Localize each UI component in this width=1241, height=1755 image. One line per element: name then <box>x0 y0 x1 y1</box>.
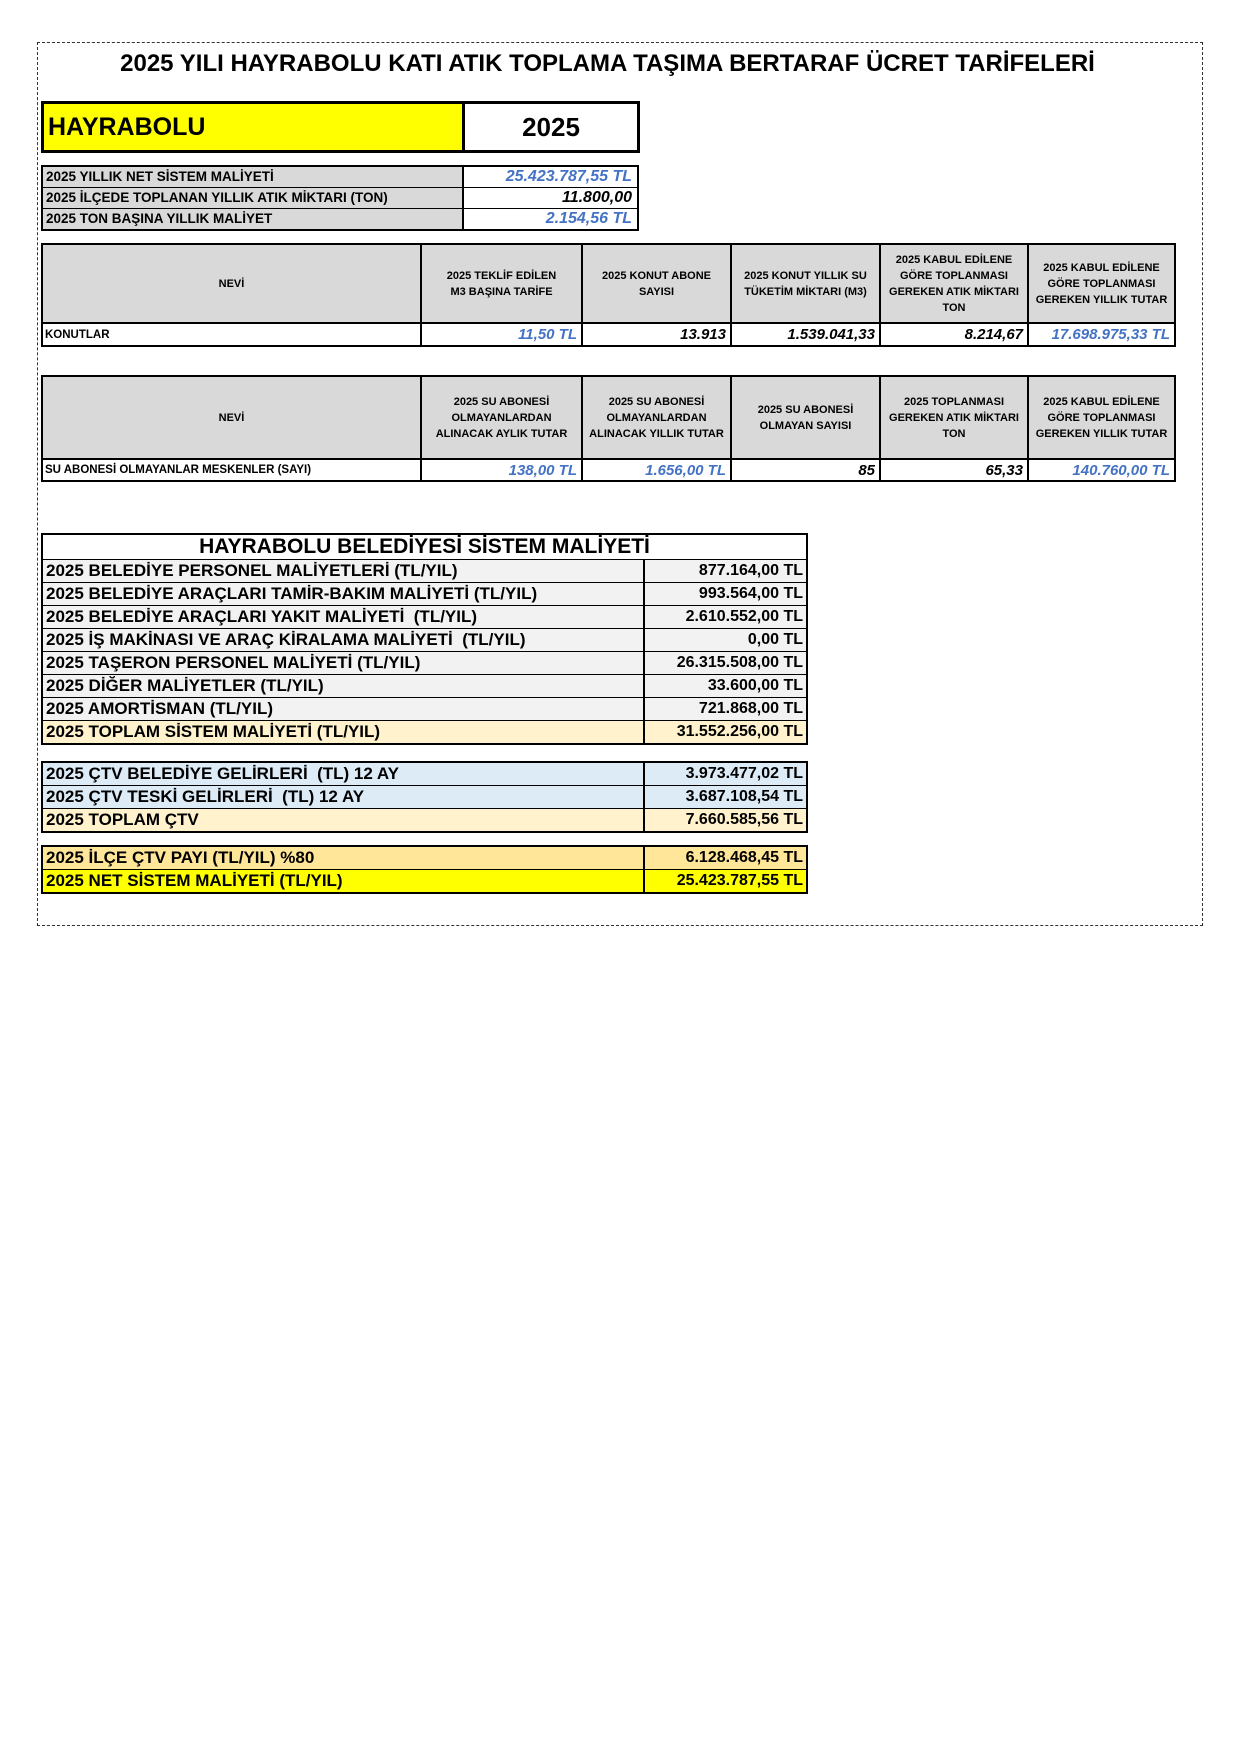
column-header-line: 2025 KABUL EDİLENE <box>895 253 1013 266</box>
summary-label: 2025 İLÇEDE TOPLANAN YILLIK ATIK MİKTARI (TON) <box>42 188 463 209</box>
column-header-line: M3 BAŞINA TARİFE <box>450 285 553 298</box>
net-system-cost-row <box>42 870 807 894</box>
table-cell-type: KONUTLAR <box>42 323 421 346</box>
cost-value: 877.164,00 TL <box>644 560 807 583</box>
column-header-line: ALINACAK AYLIK TUTAR <box>435 427 568 440</box>
page-title: 2025 YILI HAYRABOLU KATI ATIK TOPLAMA TAŞIMA BERTARAF ÜCRET TARİFELERİ <box>120 50 1095 77</box>
summary-table <box>41 165 639 231</box>
column-header-line: GÖRE TOPLANMASI <box>1047 277 1156 290</box>
column-header-line: 2025 SU ABONESİ <box>608 395 705 408</box>
table-row <box>42 459 1175 481</box>
column-header-line: GÖRE TOPLANMASI <box>1047 411 1156 424</box>
column-header-line: NEVİ <box>218 411 245 424</box>
system-cost-table <box>41 533 808 745</box>
non-subscriber-tariff-table <box>41 375 1176 482</box>
ctv-value: 3.687.108,54 TL <box>644 786 807 809</box>
column-header-line: 2025 KONUT ABONE <box>601 269 711 282</box>
table-cell-tariff: 11,50 TL <box>421 323 582 346</box>
cost-row <box>42 652 807 675</box>
column-header-water-consumption <box>731 244 880 323</box>
column-header-line: GEREKEN YILLIK TUTAR <box>1035 427 1168 440</box>
residential-tariff-table <box>41 243 1176 347</box>
column-header-non-subscriber-count <box>731 376 880 459</box>
table-cell-waste-amount: 8.214,67 <box>880 323 1028 346</box>
column-header-line: 2025 SU ABONESİ <box>453 395 550 408</box>
net-value: 6.128.468,45 TL <box>644 846 807 870</box>
column-header-line: 2025 SU ABONESİ <box>757 403 854 416</box>
column-header-type <box>42 376 421 459</box>
ctv-row <box>42 786 807 809</box>
cost-label: 2025 TAŞERON PERSONEL MALİYETİ (TL/YIL) <box>42 652 644 675</box>
table-cell-water-consumption: 1.539.041,33 <box>731 323 880 346</box>
district-ctv-share-row <box>42 846 807 870</box>
cost-label: 2025 BELEDİYE ARAÇLARI YAKIT MALİYETİ (TL/YIL) <box>42 606 644 629</box>
cost-value: 33.600,00 TL <box>644 675 807 698</box>
column-header-line: ALINACAK YILLIK TUTAR <box>589 427 724 440</box>
summary-row-waste-amount <box>42 188 638 209</box>
ctv-value: 3.973.477,02 TL <box>644 762 807 786</box>
cost-value: 0,00 TL <box>644 629 807 652</box>
ctv-label: 2025 TOPLAM ÇTV <box>42 809 644 833</box>
column-header-line: 2025 TOPLANMASI <box>903 395 1005 408</box>
system-cost-title: HAYRABOLU BELEDİYESİ SİSTEM MALİYETİ <box>42 534 807 560</box>
summary-row-net-cost <box>42 166 638 188</box>
column-header-tariff <box>421 244 582 323</box>
column-header-line: GÖRE TOPLANMASI <box>900 269 1008 282</box>
summary-label: 2025 TON BAŞINA YILLIK MALİYET <box>42 209 463 231</box>
table-cell-type: SU ABONESİ OLMAYANLAR MESKENLER (SAYI) <box>42 459 421 481</box>
table-cell-waste-amount: 65,33 <box>880 459 1028 481</box>
column-header-line: TON <box>942 427 966 440</box>
cost-label: 2025 TOPLAM SİSTEM MALİYETİ (TL/YIL) <box>42 721 644 745</box>
column-header-line: OLMAYAN SAYISI <box>759 419 852 432</box>
column-header-annual-amount <box>1028 376 1175 459</box>
column-header-line: 2025 KONUT YILLIK SU <box>744 269 867 282</box>
table-header-row <box>42 244 1175 323</box>
column-header-line: SAYISI <box>638 285 675 298</box>
column-header-waste-amount <box>880 376 1028 459</box>
ctv-value: 7.660.585,56 TL <box>644 809 807 833</box>
column-header-waste-amount <box>880 244 1028 323</box>
ctv-income-table <box>41 761 808 833</box>
summary-value: 25.423.787,55 TL <box>463 166 638 188</box>
cost-label: 2025 BELEDİYE PERSONEL MALİYETLERİ (TL/YIL) <box>42 560 644 583</box>
total-cost-row <box>42 721 807 745</box>
column-header-line: TÜKETİM MİKTARI (M3) <box>744 285 867 298</box>
cost-value: 31.552.256,00 TL <box>644 721 807 745</box>
tariff-year: 2025 <box>464 103 639 152</box>
cost-row <box>42 675 807 698</box>
cost-row <box>42 583 807 606</box>
cost-row <box>42 698 807 721</box>
summary-value: 2.154,56 TL <box>463 209 638 231</box>
table-cell-annual-amount: 17.698.975,33 TL <box>1028 323 1175 346</box>
table-cell-monthly-fee: 138,00 TL <box>421 459 582 481</box>
column-header-line: OLMAYANLARDAN <box>606 411 707 424</box>
summary-value: 11.800,00 <box>463 188 638 209</box>
table-cell-subscriber-count: 13.913 <box>582 323 731 346</box>
ctv-row <box>42 762 807 786</box>
ctv-label: 2025 ÇTV BELEDİYE GELİRLERİ (TL) 12 AY <box>42 762 644 786</box>
ctv-label: 2025 ÇTV TESKİ GELİRLERİ (TL) 12 AY <box>42 786 644 809</box>
net-value: 25.423.787,55 TL <box>644 870 807 894</box>
cost-label: 2025 DİĞER MALİYETLER (TL/YIL) <box>42 675 644 698</box>
ctv-total-row <box>42 809 807 833</box>
column-header-line: GEREKEN ATIK MİKTARI <box>889 411 1019 424</box>
column-header-line: GEREKEN YILLIK TUTAR <box>1035 293 1168 306</box>
table-cell-non-subscriber-count: 85 <box>731 459 880 481</box>
summary-row-cost-per-ton <box>42 209 638 231</box>
table-row <box>42 323 1175 346</box>
column-header-type <box>42 244 421 323</box>
column-header-line: 2025 KABUL EDİLENE <box>1043 395 1160 408</box>
cost-value: 721.868,00 TL <box>644 698 807 721</box>
summary-label: 2025 YILLIK NET SİSTEM MALİYETİ <box>42 166 463 188</box>
column-header-line: OLMAYANLARDAN <box>451 411 552 424</box>
net-label: 2025 İLÇE ÇTV PAYI (TL/YIL) %80 <box>42 846 644 870</box>
cost-row <box>42 629 807 652</box>
district-name: HAYRABOLU <box>43 103 464 152</box>
cost-label: 2025 BELEDİYE ARAÇLARI TAMİR-BAKIM MALİYETİ (TL/YIL) <box>42 583 644 606</box>
cost-value: 2.610.552,00 TL <box>644 606 807 629</box>
cost-value: 26.315.508,00 TL <box>644 652 807 675</box>
table-cell-annual-amount: 140.760,00 TL <box>1028 459 1175 481</box>
column-header-annual-amount <box>1028 244 1175 323</box>
cost-label: 2025 AMORTİSMAN (TL/YIL) <box>42 698 644 721</box>
system-cost-title-row <box>42 534 807 560</box>
column-header-line: GEREKEN ATIK MİKTARI <box>889 285 1019 298</box>
net-cost-table <box>41 845 808 894</box>
column-header-line: 2025 KABUL EDİLENE <box>1043 261 1160 274</box>
table-header-row <box>42 376 1175 459</box>
net-label: 2025 NET SİSTEM MALİYETİ (TL/YIL) <box>42 870 644 894</box>
column-header-annual-fee <box>582 376 731 459</box>
column-header-line: NEVİ <box>218 277 245 290</box>
column-header-subscriber-count <box>582 244 731 323</box>
column-header-line: TON <box>942 301 966 314</box>
cost-label: 2025 İŞ MAKİNASI VE ARAÇ KİRALAMA MALİYETİ (TL/YIL) <box>42 629 644 652</box>
district-header <box>41 101 640 153</box>
cost-row <box>42 560 807 583</box>
column-header-line: 2025 TEKLİF EDİLEN <box>446 269 557 282</box>
cost-value: 993.564,00 TL <box>644 583 807 606</box>
table-cell-annual-fee: 1.656,00 TL <box>582 459 731 481</box>
district-header-row <box>43 103 639 152</box>
cost-row <box>42 606 807 629</box>
column-header-monthly-fee <box>421 376 582 459</box>
